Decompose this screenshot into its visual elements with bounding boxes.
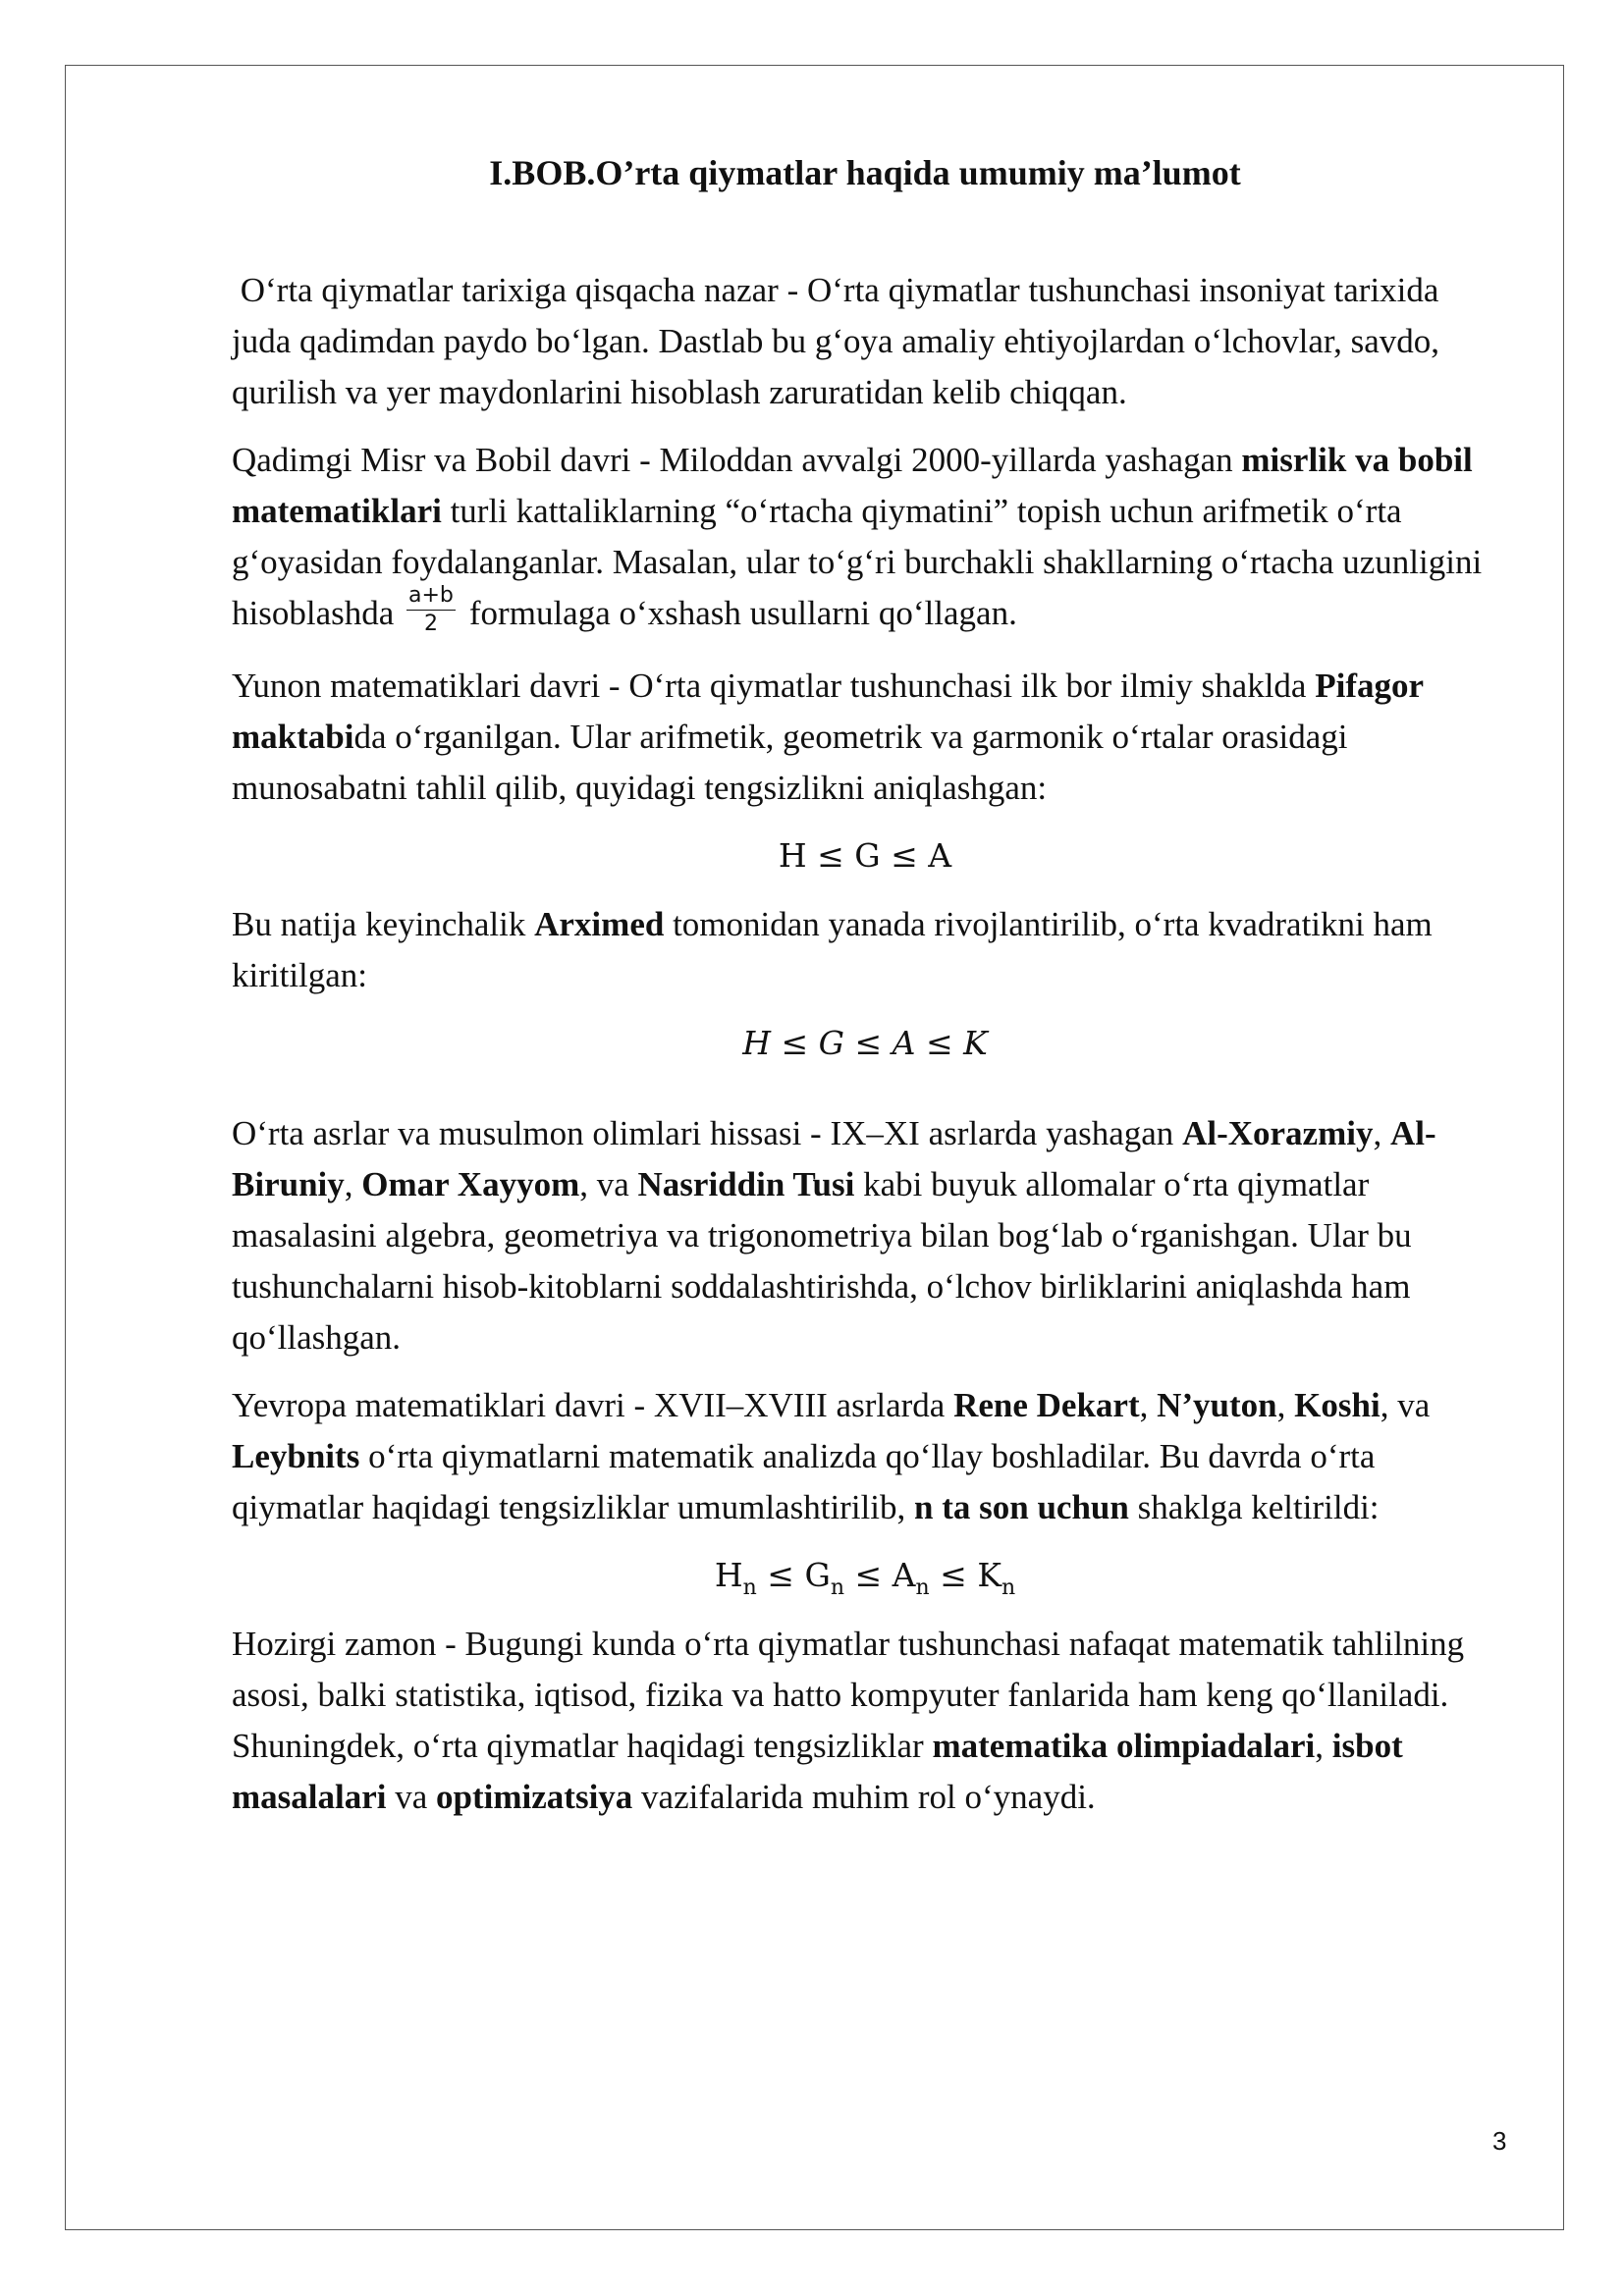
paragraph-egypt-babylon — [232, 435, 1498, 644]
bold-text: Nasriddin Tusi — [637, 1165, 855, 1204]
formula-relation: ≤ — [854, 1556, 883, 1595]
text: shaklga keltirildi: — [1128, 1488, 1380, 1527]
text: kabi buyuk allomalar o‘rta qiymatlar masalasini algebra, geometriya va trigonometriya bilan bog‘lab o‘rganishgan. Ular bu tushunchalarni hisob-kitoblarni soddalashtirishda, o‘lchov birliklarini aniqlashda ham qo‘llashgan. — [232, 1165, 1412, 1358]
formula-symbol: H — [714, 1556, 743, 1595]
formula-symbol: A — [892, 1556, 916, 1595]
formula-subscript: n — [915, 1575, 930, 1601]
bold-text: Omar Xayyom — [361, 1165, 580, 1204]
text: da o‘rganilgan. Ular arifmetik, geometrik va garmonik o‘rtalar orasidagi munosabatni tahlil qilib, quyidagi tengsizlikni aniqlashgan: — [232, 718, 1348, 808]
page-number: 3 — [1492, 2126, 1507, 2156]
text: Hozirgi zamon - Bugungi kunda o‘rta qiymatlar tushunchasi nafaqat matematik tahlilning asosi, balki statistika, iqtisod, fizika va hatto kompyuter fanlarida ham keng qo‘llaniladi. Shuningdek, o‘rta qiymatlar haqidagi tengsizliklar — [232, 1625, 1465, 1766]
text: , va — [1380, 1386, 1431, 1425]
text: , — [1315, 1727, 1332, 1766]
bold-text: isbot masalalari — [232, 1727, 1403, 1817]
bold-text: matematika olimpiadalari — [932, 1727, 1316, 1766]
text: turli kattaliklarning “o‘rtacha qiymatini” topish uchun arifmetik o‘rta g‘oyasidan foydalanganlar. Masalan, ular to‘g‘ri burchakli shakllarning o‘rtacha uzunligini hisoblashda — [232, 492, 1483, 632]
formula-hgak: H ≤ G ≤ A ≤ K — [742, 1024, 988, 1063]
bold-text: Al-Xorazmiy — [1182, 1114, 1374, 1153]
text: Bu natija keyinchalik — [232, 905, 535, 944]
bold-text: Al-Biruniy — [232, 1114, 1436, 1204]
text: tomonidan yanada rivojlantirilib, o‘rta kvadratikni ham kiritilgan: — [232, 905, 1433, 995]
text: , — [1276, 1386, 1295, 1425]
paragraph-medieval — [232, 1108, 1498, 1363]
text: , — [1139, 1386, 1158, 1425]
text: , — [344, 1165, 362, 1204]
bold-text: Pifagor maktabi — [232, 667, 1424, 757]
bold-text: Leybnits — [232, 1437, 360, 1476]
formula-symbol: G — [804, 1556, 831, 1595]
text: formulaga o‘xshash usullarni qo‘llagan. — [468, 594, 1017, 632]
bold-text: Koshi — [1294, 1386, 1380, 1425]
paragraph-archimedes — [232, 899, 1498, 1001]
formula-hgak-n — [232, 1550, 1498, 1601]
fraction-a-plus-b-over-2 — [406, 582, 456, 638]
text: o‘rta qiymatlarni matematik analizda qo‘llay boshladilar. Bu davrda o‘rta qiymatlar haqidagi tengsizliklar umumlashtirilib, — [232, 1437, 1376, 1527]
formula-relation: ≤ — [940, 1556, 967, 1595]
formula-subscript: n — [1001, 1575, 1016, 1601]
formula-relation: ≤ — [767, 1556, 794, 1595]
fraction-denominator: 2 — [423, 612, 438, 637]
bold-text: N’yuton — [1157, 1386, 1277, 1425]
text: vazifalarida muhim rol o‘ynaydi. — [632, 1778, 1096, 1817]
text: va — [386, 1778, 437, 1817]
text: O‘rta asrlar va musulmon olimlari hissasi - IX–XI asrlarda yashagan — [232, 1114, 1183, 1153]
text: , — [1373, 1114, 1390, 1153]
document-body — [232, 147, 1498, 1840]
bold-text: Rene Dekart — [953, 1386, 1140, 1425]
formula-subscript: n — [742, 1575, 757, 1601]
formula-symbol: K — [977, 1556, 1001, 1595]
fraction-numerator: a+b — [406, 582, 456, 611]
text: O‘rta qiymatlar tarixiga qisqacha nazar - O‘rta qiymatlar tushunchasi insoniyat tarixida juda qadimdan paydo bo‘lgan. Dastlab bu g‘oya amaliy ehtiyojlardan o‘lchovlar, savdo, qurilish va yer maydonlarini hisoblash zaruratidan kelib chiqqan. — [232, 271, 1440, 411]
formula-subscript: n — [830, 1575, 844, 1601]
text: Qadimgi Misr va Bobil davri - Miloddan avvalgi 2000-yillarda yashagan — [232, 441, 1242, 479]
bold-text: Arximed — [534, 905, 665, 944]
paragraph-europe — [232, 1380, 1498, 1533]
text: Yevropa matematiklari davri - XVII–XVIII asrlarda — [232, 1386, 954, 1425]
chapter-title: I.BOB.O’rta qiymatlar haqida umumiy ma’lumot — [489, 153, 1241, 192]
paragraph-intro — [232, 265, 1498, 418]
text: , va — [579, 1165, 638, 1204]
bold-text: n ta son uchun — [914, 1488, 1129, 1527]
paragraph-modern — [232, 1619, 1498, 1823]
bold-text: optimizatsiya — [436, 1778, 633, 1817]
formula-hga: H ≤ G ≤ A — [778, 836, 952, 876]
paragraph-greek — [232, 661, 1498, 814]
bold-text: misrlik va bobil matematiklari — [232, 441, 1473, 530]
text: Yunon matematiklari davri - O‘rta qiymatlar tushunchasi ilk bor ilmiy shaklda — [232, 667, 1316, 706]
